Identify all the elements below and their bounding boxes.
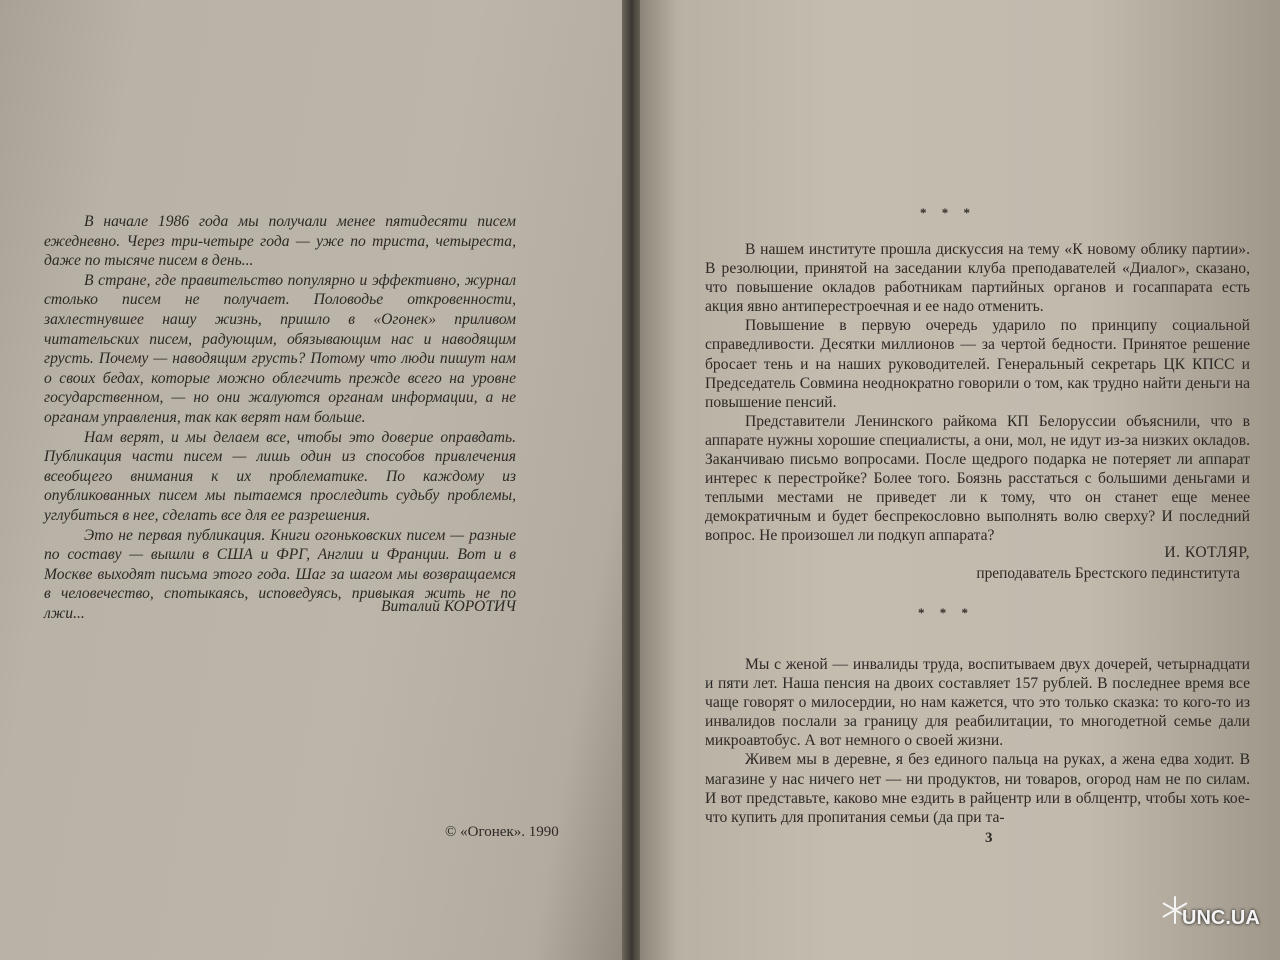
preface-text [44,212,516,623]
preface-paragraph: В стране, где правительство популярно и эффективно, журнал столько писем не получает. Половодье откровенности, захлестнувшее нашу жизнь, пришло в «Огонек» приливом читательских писем, радующим, обязывающим нас и наводящим грусть. Почему — наводящим грусть? Потому что люди пишут нам о своих бедах, которые можно облегчить прежде всего на уровне государственном, — но они жалуются органам информации, а не органам управления, так как верят нам больше. [44,271,516,426]
letter-paragraph: Повышение в первую очередь ударило по принципу социальной справедливости. Десятки миллионов — за чертой бедности. Принятое решение бросает тень и на наших руководителей. Генеральный секретарь ЦК КПСС и Председатель Совмина неоднократно говорили о том, как трудно найти деньги на повышение пенсий. [705,317,1250,411]
watermark-text: UNC.UA [1182,907,1260,929]
letter-2-text [705,655,1250,827]
letter-paragraph: В нашем институте прошла дискуссия на тему «К новому облику партии». В резолюции, принятой на заседании клуба преподавателей «Диалог», сказано, что повышение окладов работникам партийных органов и госаппарата есть акция явно антиперестроечная и ее надо отменить. [705,241,1250,316]
letter-paragraph: Представители Ленинского райкома КП Белоруссии объяснили, что в аппарате нужны хорошие специалисты, а они, мол, не идут из-за низких окладов. Заканчиваю письмо вопросами. После щедрого подарка не потеряет ли аппарат интерес к перестройке? Более того. Боязнь расстаться с большими деньгами и теплыми местами не приведет ли к тому, что он станет еще менее демократичным и будет беспрекословно выполнять волю сверху? И последний вопрос. Не произошел ли подкуп аппарата? [705,412,1250,545]
left-page [0,0,628,960]
preface-paragraph: Это не первая публикация. Книги огоньковских писем — разные по составу — вышли в США и ФРГ, Англии и Франции. Вот и в Москве выходят письма этого года. Шаг за шагом мы возвращаемся в человечество, спотыкаясь, исповедуясь, привыкая жить не по лжи... [44,526,516,622]
preface-paragraph: Нам верят, и мы делаем все, чтобы это доверие оправдать. Публикация части писем — лишь один из способов привлечения всеобщего внимания к их проблематике. По каждому из опубликованных писем мы пытаемся проследить судьбу проблемы, углубиться в нее, сделать все для ее разрешения. [44,428,516,524]
right-page [640,0,1280,960]
site-watermark [1160,895,1270,945]
preface-paragraph: В начале 1986 года мы получали менее пятидесяти писем ежедневно. Через три-четыре года — уже по триста, четыреста, даже по тысяче писем в день... [44,213,516,270]
page-number: 3 [985,830,993,846]
section-separator: * * * [920,205,976,220]
copyright-line: © «Огонек». 1990 [445,824,559,840]
letter-1-author-role: преподаватель Брестского пединститута [976,565,1240,582]
letter-paragraph: Мы с женой — инвалиды труда, воспитываем двух дочерей, четырнадцати и пяти лет. Наша пенсия на двоих составляет 157 рублей. В последнее время все чаще говорят о милосердии, но нам кажется, что это только сказка: то кого-то из инвалидов послали за границу для реабилитации, то многодетной семье дали микроавтобус. А вот немного о своей жизни. [705,656,1250,750]
section-separator: * * * [918,605,974,620]
letter-1-text [705,240,1250,546]
preface-signature: Виталий КОРОТИЧ [380,598,516,615]
letter-paragraph: Живем мы в деревне, я без единого пальца на руках, а жена едва ходит. В магазине у нас ничего нет — ни продуктов, ни товаров, огород нам не по силам. И вот представьте, каково мне ездить в райцентр или в облцентр, чтобы хоть кое-что купить для пропитания семьи (да при та- [705,751,1250,826]
letter-1-author: И. КОТЛЯР, [1164,544,1250,561]
